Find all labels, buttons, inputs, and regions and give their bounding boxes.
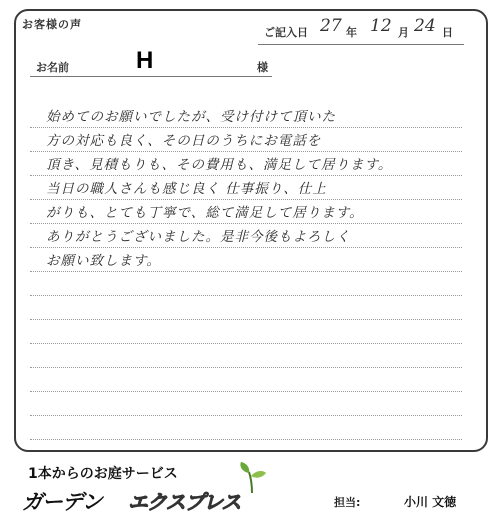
date-day: 24 [414,16,436,36]
comment-text: 始めてのお願いでしたが、受け付けて頂いた [46,109,336,125]
year-unit: 年 [346,26,357,39]
comment-line [30,272,462,296]
comment-line [30,392,462,416]
comment-text: 当日の職人さんも感じ良く 仕事振り、仕上 [46,181,327,197]
name-suffix: 様 [257,61,268,74]
comment-text: 方の対応も良く、その日のうちにお電話を [46,133,322,149]
comment-line [30,320,462,344]
comment-line [30,104,462,128]
date-row [258,16,464,45]
logo-text-express: エクスプレス [128,490,241,514]
comment-area [30,104,462,440]
comment-line [30,296,462,320]
staff-label: 担当: [334,496,361,509]
name-label: お名前 [36,61,69,74]
sprout-icon [236,460,268,494]
comment-line [30,416,462,440]
logo-text-garden: ガーデン [22,490,102,514]
comment-text: 頂き、見積もりも、その費用も、満足して居ります。 [46,157,393,173]
month-unit: 月 [398,26,409,39]
comment-text: がりも、とても丁寧で、総て満足して居ります。 [46,205,364,221]
date-label: ご記入日 [264,26,308,39]
comment-line [30,344,462,368]
staff-name: 小川 文徳 [404,495,457,509]
service-tagline: 1本からのお庭サービス [28,466,178,482]
form-title: お客様の声 [22,18,82,31]
date-year: 27 [320,16,342,36]
date-month: 12 [370,16,392,36]
customer-name: H [136,47,154,74]
comment-line [30,368,462,392]
comment-line [30,248,462,272]
day-unit: 日 [442,26,453,39]
comment-text: ありがとうございました。是非今後もよろしく [46,229,351,245]
comment-line [30,224,462,248]
name-row [30,47,272,77]
comment-line [30,128,462,152]
comment-line [30,152,462,176]
comment-text: お願い致します。 [46,253,161,269]
comment-line [30,200,462,224]
comment-line [30,176,462,200]
footer [0,458,500,521]
